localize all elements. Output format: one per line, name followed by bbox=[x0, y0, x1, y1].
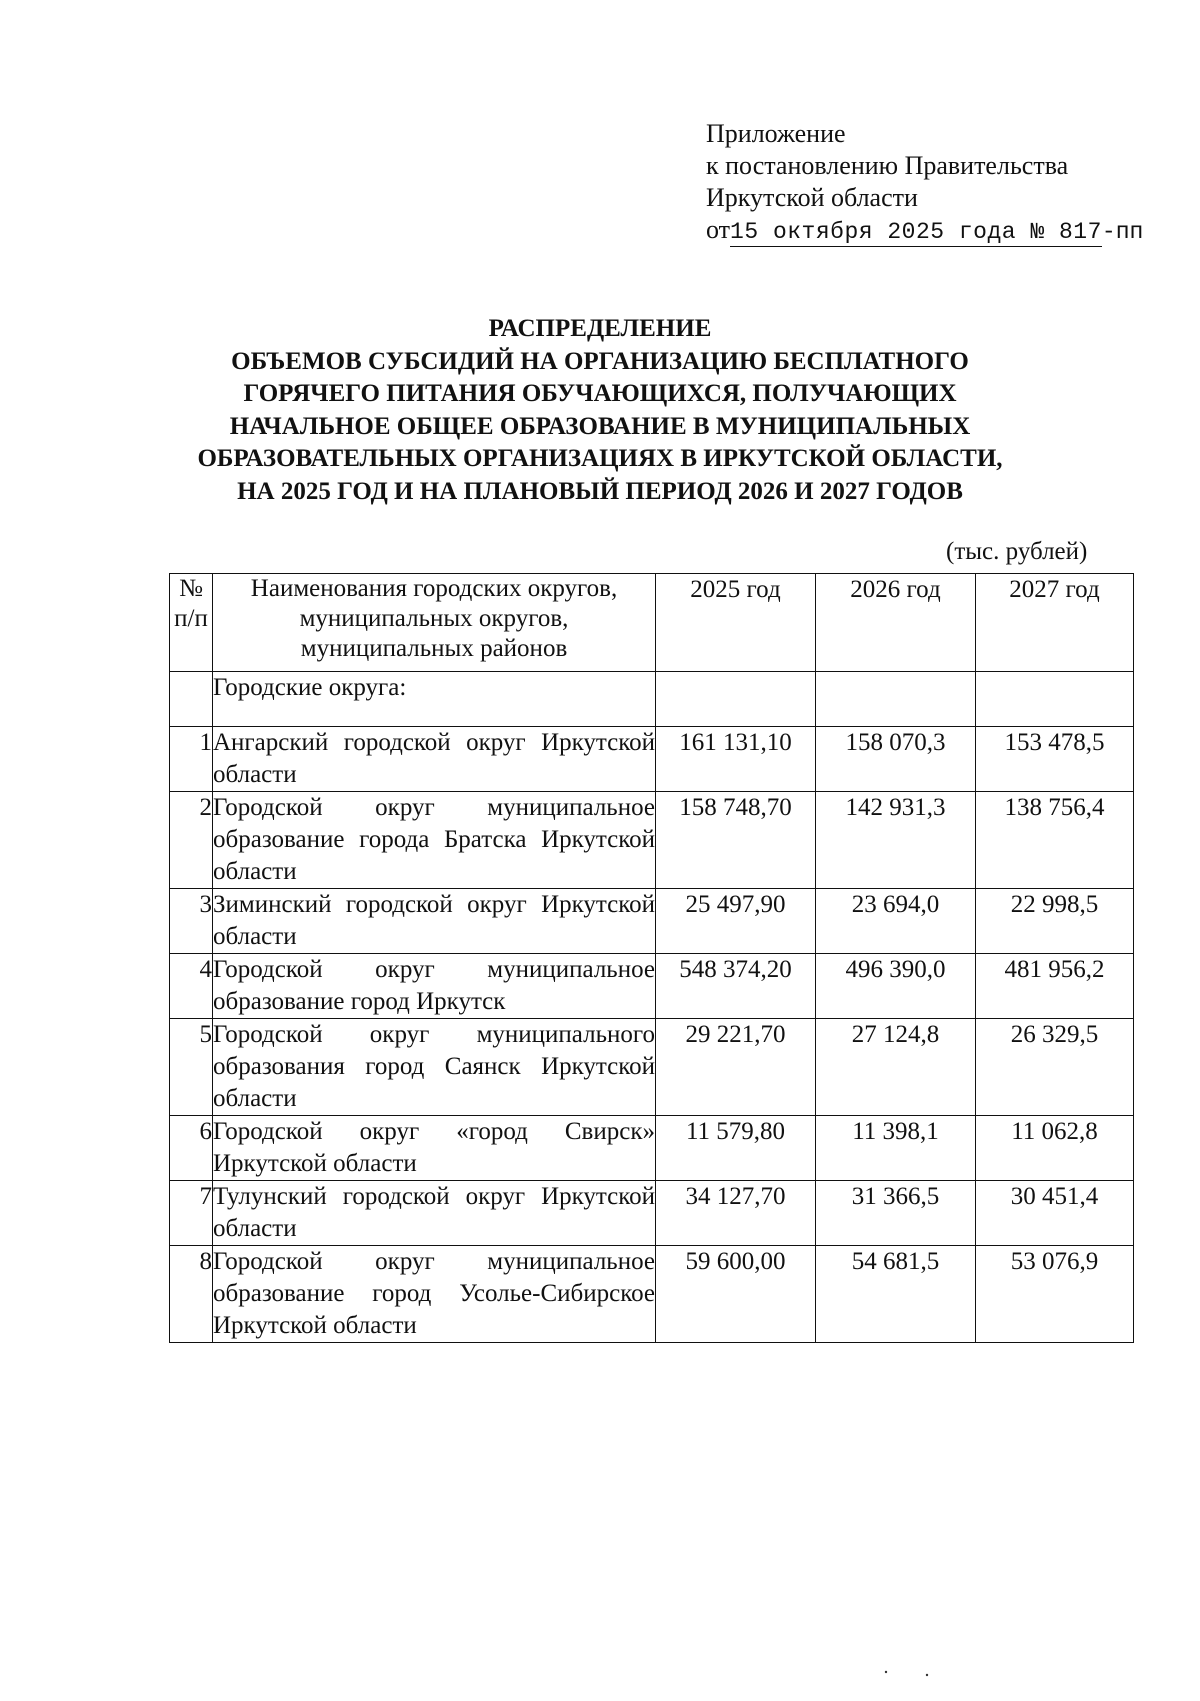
group-empty-cell bbox=[816, 672, 976, 727]
header-number-line-1: № bbox=[179, 575, 203, 602]
row-number: 6 bbox=[170, 1116, 213, 1181]
row-value-2025: 548 374,20 bbox=[656, 954, 816, 1019]
header-name-line-3: муниципальных районов bbox=[300, 635, 568, 662]
title-line-3: ГОРЯЧЕГО ПИТАНИЯ ОБУЧАЮЩИХСЯ, ПОЛУЧАЮЩИХ bbox=[243, 380, 957, 407]
row-value-2025: 11 579,80 bbox=[656, 1116, 816, 1181]
date-prefix: от bbox=[706, 215, 731, 244]
table-row bbox=[170, 1181, 1134, 1246]
date-value: 15 октября 2025 года № 817 bbox=[730, 219, 1102, 245]
row-value-2027: 481 956,2 bbox=[976, 954, 1134, 1019]
row-name: Городской округ «город Свирск» Иркутской области bbox=[213, 1116, 656, 1181]
title-line-6: НА 2025 ГОД И НА ПЛАНОВЫЙ ПЕРИОД 2026 И 2027 ГОДОВ bbox=[237, 477, 963, 505]
appendix-header bbox=[706, 118, 1143, 248]
row-name: Зиминский городской округ Иркутской области bbox=[213, 889, 656, 954]
header-name bbox=[213, 574, 656, 672]
row-value-2025: 25 497,90 bbox=[656, 889, 816, 954]
appendix-line-1: Приложение bbox=[706, 119, 846, 148]
row-value-2025: 158 748,70 bbox=[656, 792, 816, 889]
table-row bbox=[170, 889, 1134, 954]
distribution-table bbox=[169, 573, 1134, 1343]
header-number bbox=[170, 574, 213, 672]
group-empty-cell bbox=[656, 672, 816, 727]
row-value-2026: 158 070,3 bbox=[816, 727, 976, 792]
units-label: (тыс. рублей) bbox=[946, 538, 1088, 565]
row-name: Ангарский городской округ Иркутской области bbox=[213, 727, 656, 792]
row-value-2027: 138 756,4 bbox=[976, 792, 1134, 889]
row-value-2027: 153 478,5 bbox=[976, 727, 1134, 792]
row-value-2025: 34 127,70 bbox=[656, 1181, 816, 1246]
table-header-row bbox=[170, 574, 1134, 672]
row-value-2027: 11 062,8 bbox=[976, 1116, 1134, 1181]
table-row bbox=[170, 1246, 1134, 1343]
row-value-2027: 53 076,9 bbox=[976, 1246, 1134, 1343]
table-row bbox=[170, 792, 1134, 889]
row-value-2026: 11 398,1 bbox=[816, 1116, 976, 1181]
table-row bbox=[170, 954, 1134, 1019]
title-line-1: РАСПРЕДЕЛЕНИЕ bbox=[488, 315, 712, 342]
row-number: 8 bbox=[170, 1246, 213, 1343]
appendix-date-line bbox=[706, 214, 1143, 248]
row-value-2025: 59 600,00 bbox=[656, 1246, 816, 1343]
row-value-2026: 496 390,0 bbox=[816, 954, 976, 1019]
row-number: 4 bbox=[170, 954, 213, 1019]
row-number: 3 bbox=[170, 889, 213, 954]
row-value-2027: 30 451,4 bbox=[976, 1181, 1134, 1246]
row-name: Городской округ муниципального образования город Саянск Иркутской области bbox=[213, 1019, 656, 1116]
row-name: Тулунский городской округ Иркутской области bbox=[213, 1181, 656, 1246]
row-value-2026: 142 931,3 bbox=[816, 792, 976, 889]
appendix-line-2: к постановлению Правительства bbox=[706, 151, 1069, 180]
row-name: Городской округ муниципальное образование город Иркутск bbox=[213, 954, 656, 1019]
header-name-line-2: муниципальных округов, bbox=[299, 605, 569, 632]
row-value-2026: 31 366,5 bbox=[816, 1181, 976, 1246]
title-line-2: ОБЪЕМОВ СУБСИДИЙ НА ОРГАНИЗАЦИЮ БЕСПЛАТНОГО bbox=[231, 347, 969, 375]
header-2027: 2027 год bbox=[976, 574, 1134, 672]
title-line-4: НАЧАЛЬНОЕ ОБЩЕЕ ОБРАЗОВАНИЕ В МУНИЦИПАЛЬНЫХ bbox=[229, 412, 971, 440]
row-value-2025: 29 221,70 bbox=[656, 1019, 816, 1116]
row-value-2027: 22 998,5 bbox=[976, 889, 1134, 954]
appendix-line-3: Иркутской области bbox=[706, 183, 918, 212]
header-name-line-1: Наименования городских округов, bbox=[250, 575, 618, 602]
row-number: 5 bbox=[170, 1019, 213, 1116]
row-name: Городской округ муниципальное образование город Усолье-Сибирское Иркутской области bbox=[213, 1246, 656, 1343]
group-empty-cell bbox=[976, 672, 1134, 727]
row-number: 1 bbox=[170, 727, 213, 792]
row-value-2026: 23 694,0 bbox=[816, 889, 976, 954]
group-row bbox=[170, 672, 1134, 727]
row-value-2027: 26 329,5 bbox=[976, 1019, 1134, 1116]
document-title bbox=[150, 313, 1050, 508]
table-row bbox=[170, 1019, 1134, 1116]
row-value-2026: 54 681,5 bbox=[816, 1246, 976, 1343]
table-row bbox=[170, 727, 1134, 792]
header-number-line-2: п/п bbox=[174, 605, 208, 632]
table-row bbox=[170, 1116, 1134, 1181]
row-number: 7 bbox=[170, 1181, 213, 1246]
row-name: Городской округ муниципальное образование города Братска Иркутской области bbox=[213, 792, 656, 889]
scan-speck-marks bbox=[880, 1662, 940, 1682]
row-value-2025: 161 131,10 bbox=[656, 727, 816, 792]
header-2025: 2025 год bbox=[656, 574, 816, 672]
row-number: 2 bbox=[170, 792, 213, 889]
group-label: Городские округа: bbox=[213, 672, 656, 727]
row-value-2026: 27 124,8 bbox=[816, 1019, 976, 1116]
title-line-5: ОБРАЗОВАТЕЛЬНЫХ ОРГАНИЗАЦИЯХ В ИРКУТСКОЙ ОБЛАСТИ, bbox=[197, 445, 1003, 472]
group-num-cell bbox=[170, 672, 213, 727]
header-2026: 2026 год bbox=[816, 574, 976, 672]
date-suffix: -пп bbox=[1101, 219, 1144, 245]
